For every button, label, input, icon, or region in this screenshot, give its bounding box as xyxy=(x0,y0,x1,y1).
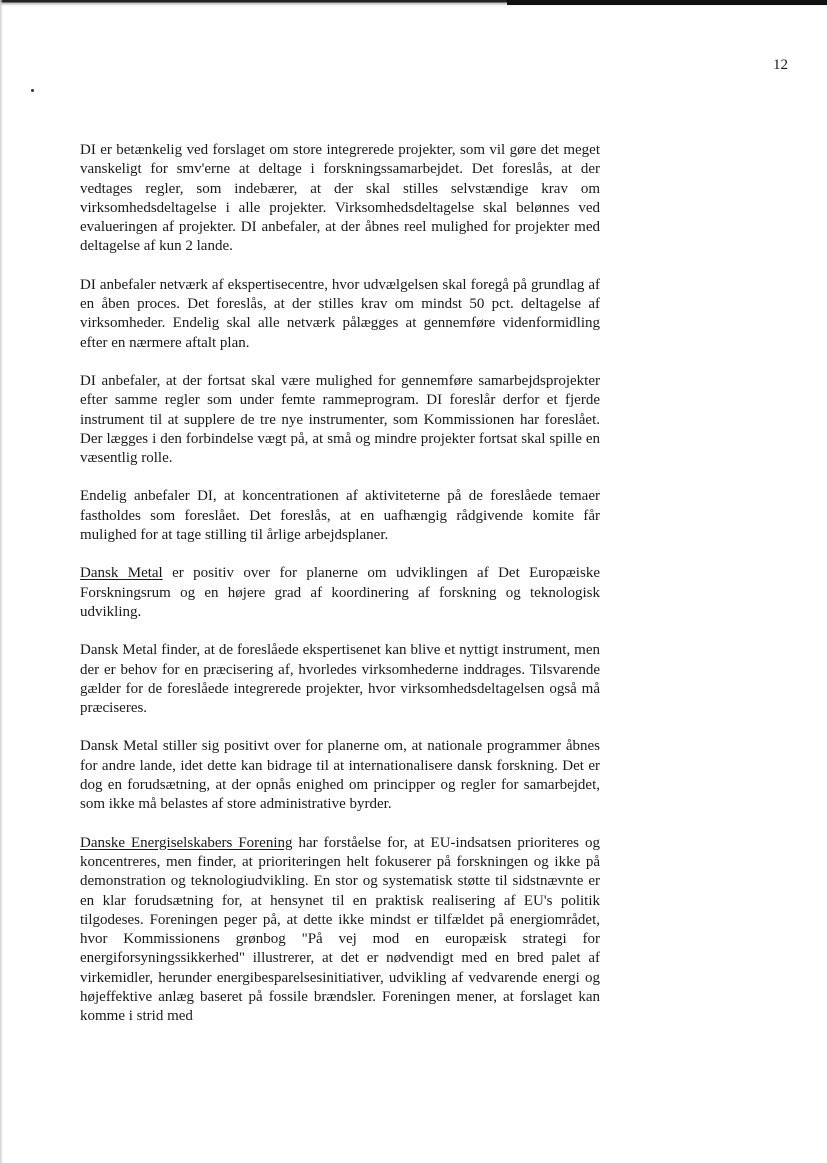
organization-name: Danske Energiselskabers Forening xyxy=(80,834,293,851)
scan-speck xyxy=(31,89,34,92)
scan-left-edge xyxy=(0,0,3,1163)
paragraph-text: DI anbefaler, at der fortsat skal være mulighed for gennemføre samarbejdsprojekter efter samme regler som under femte rammeprogram. DI foreslår derfor et fjerde instrument til at supplere de tre nye instrumenter, som Kommissionen har foreslået. Der lægges i den forbindelse vægt på, at små og mindre projekter fortsat skal spille en væsentlig rolle. xyxy=(80,372,600,467)
paragraph-di-integrated-projects xyxy=(80,141,600,257)
document-body xyxy=(80,141,600,1027)
paragraph-dansk-metal-positive xyxy=(80,564,600,622)
organization-name: Dansk Metal xyxy=(80,565,163,582)
paragraph-di-themes xyxy=(80,487,600,545)
paragraph-text: Dansk Metal finder, at de foreslåede ekspertisenet kan blive et nyttigt instrument, men der er behov for en præcisering af, hvorledes virksomhederne inddrages. Tilsvarende gælder for de foreslåede integrerede projekter, hvor virksomhedsdeltagelsen også må præciseres. xyxy=(80,642,600,717)
paragraph-dansk-metal-expertise xyxy=(80,641,600,718)
paragraph-text: DI anbefaler netværk af ekspertisecentre, hvor udvælgelsen skal foregå på grundlag af en åben proces. Det foreslås, at der stilles krav om mindst 50 pct. deltagelse af virksomheder. Endelig skal alle netværk pålægges at gennemføre videnformidling efter en nærmere aftalt plan. xyxy=(80,276,600,351)
paragraph-text: Dansk Metal stiller sig positivt over for planerne om, at nationale programmer åbnes for andre lande, idet dette kan bidrage til at internationalisere dansk forskning. Det er dog en forudsætning, at der opnås enighed om principper og regler for samarbejdet, som ikke må belastes af store administrative byrder. xyxy=(80,738,600,813)
paragraph-di-networks xyxy=(80,276,600,353)
paragraph-di-collaboration-projects xyxy=(80,372,600,468)
paragraph-energiselskaber xyxy=(80,834,600,1027)
paragraph-text: Endelig anbefaler DI, at koncentrationen af aktiviteterne på de foreslåede temaer fastholdes som foreslået. Det foreslås, at en uafhængig rådgivende komite får mulighed for at tage stilling til årlige arbejdsplaner. xyxy=(80,488,600,544)
paragraph-dansk-metal-national-programs xyxy=(80,737,600,814)
paragraph-text: DI er betænkelig ved forslaget om store integrerede projekter, som vil gøre det meget vanskeligt for smv'erne at deltage i forskningssamarbejdet. Det foreslås, at der vedtages regler, som indebærer, at der skal stilles selvstændige krav om virksomhedsdeltagelse i alle projekter. Virksomhedsdeltagelse skal belønnes ved evalueringen af projekter. DI anbefaler, at der åbnes reel mulighed for projekter med deltagelse af kun 2 lande. xyxy=(80,142,600,255)
scan-top-edge-dark xyxy=(507,0,827,5)
paragraph-text: har forståelse for, at EU-indsatsen prioriteres og koncentreres, men finder, at prioriteringen helt fokuserer på forskningen og ikke på demonstration og teknologiudvikling. En stor og systematisk støtte til sidstnævnte er en klar forudsætning for, at hensynet til en praktisk realisering af EU's politik tilgodeses. Foreningen peger på, at dette ikke mindst er tilfældet på energiområdet, hvor Kommissionens grønbog "På vej mod en europæisk strategi for energiforsyningssikkerhed" illustrerer, at det er nødvendigt med en bred palet af virkemidler, herunder energibesparelsesinitiativer, udvikling af vedvarende energi og højeffektive anlæg baseret på fossile brændsler. Foreningen mener, at forslaget kan komme i strid med xyxy=(80,834,600,1025)
page-number: 12 xyxy=(773,57,788,73)
paragraph-text: er positiv over for planerne om udviklingen af Det Europæiske Forskningsrum og en højere grad af koordinering af forskning og teknologisk udvikling. xyxy=(80,565,600,620)
